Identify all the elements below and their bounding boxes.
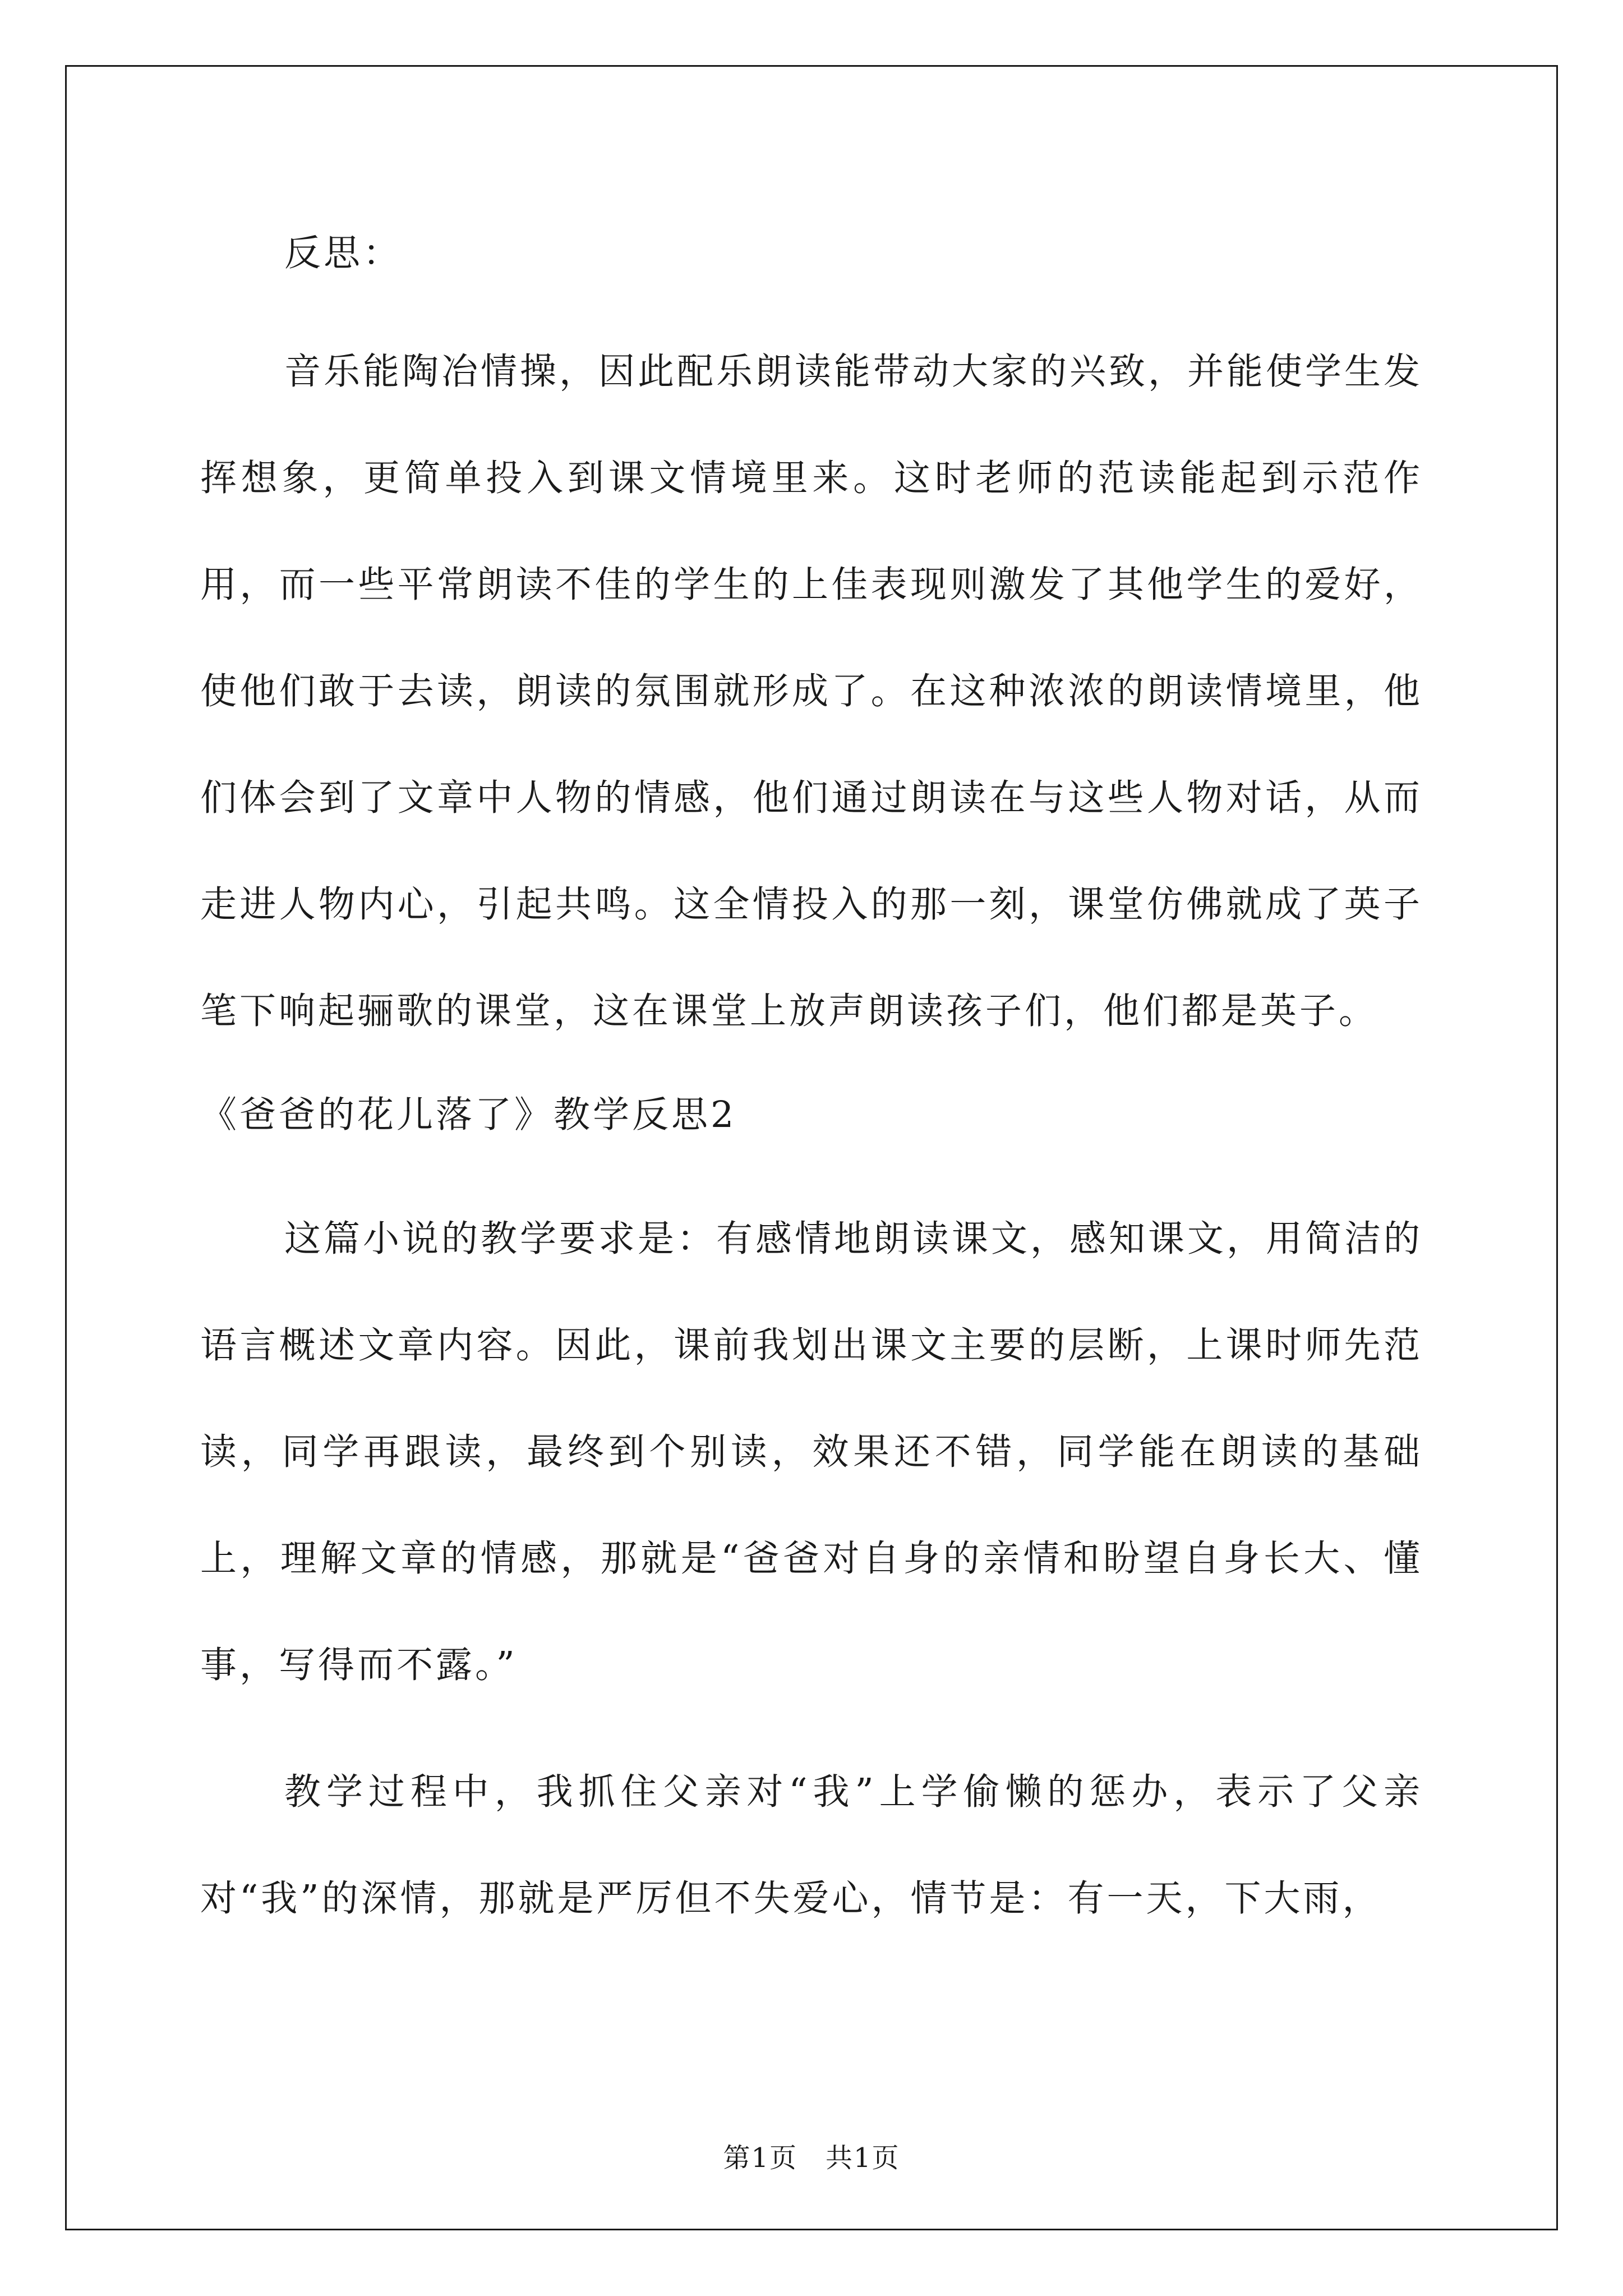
page-footer: 第1页 共1页 — [723, 2142, 900, 2174]
reflection-label: 反思： — [284, 232, 403, 274]
section-heading: 《爸爸的花儿落了》教学反思2 — [200, 1094, 737, 1136]
paragraph-1: 音乐能陶冶情操，因此配乐朗读能带动大家的兴致，并能使学生发挥想象，更简单投入到课文情境里来。这时老师的范读能起到示范作用，而一些平常朗读不佳的学生的上佳表现则激发了其他学生的爱好，使他们敢于去读，朗读的氛围就形成了。在这种浓浓的朗读情境里，他们体会到了文章中人物的情感，他们通过朗读在与这些人物对话，从而走进人物内心，引起共鸣。这全情投入的那一刻，课堂仿佛就成了英子笔下响起骊歌的课堂，这在课堂上放声朗读孩子们，他们都是英子。 — [200, 351, 1423, 1032]
paragraph-2: 这篇小说的教学要求是：有感情地朗读课文，感知课文，用简洁的语言概述文章内容。因此，课前我划出课文主要的层断，上课时师先范读，同学再跟读，最终到个别读，效果还不错，同学能在朗读的基础上，理解文章的情感，那就是“爸爸对自身的亲情和盼望自身长大、懂事，写得而不露。” — [200, 1218, 1423, 1686]
document-body — [200, 209, 1423, 1952]
paragraph-3: 教学过程中，我抓住父亲对“我”上学偷懒的惩办，表示了父亲对“我”的深情，那就是严厉但不失爱心，情节是：有一天，下大雨， — [200, 1771, 1423, 1920]
